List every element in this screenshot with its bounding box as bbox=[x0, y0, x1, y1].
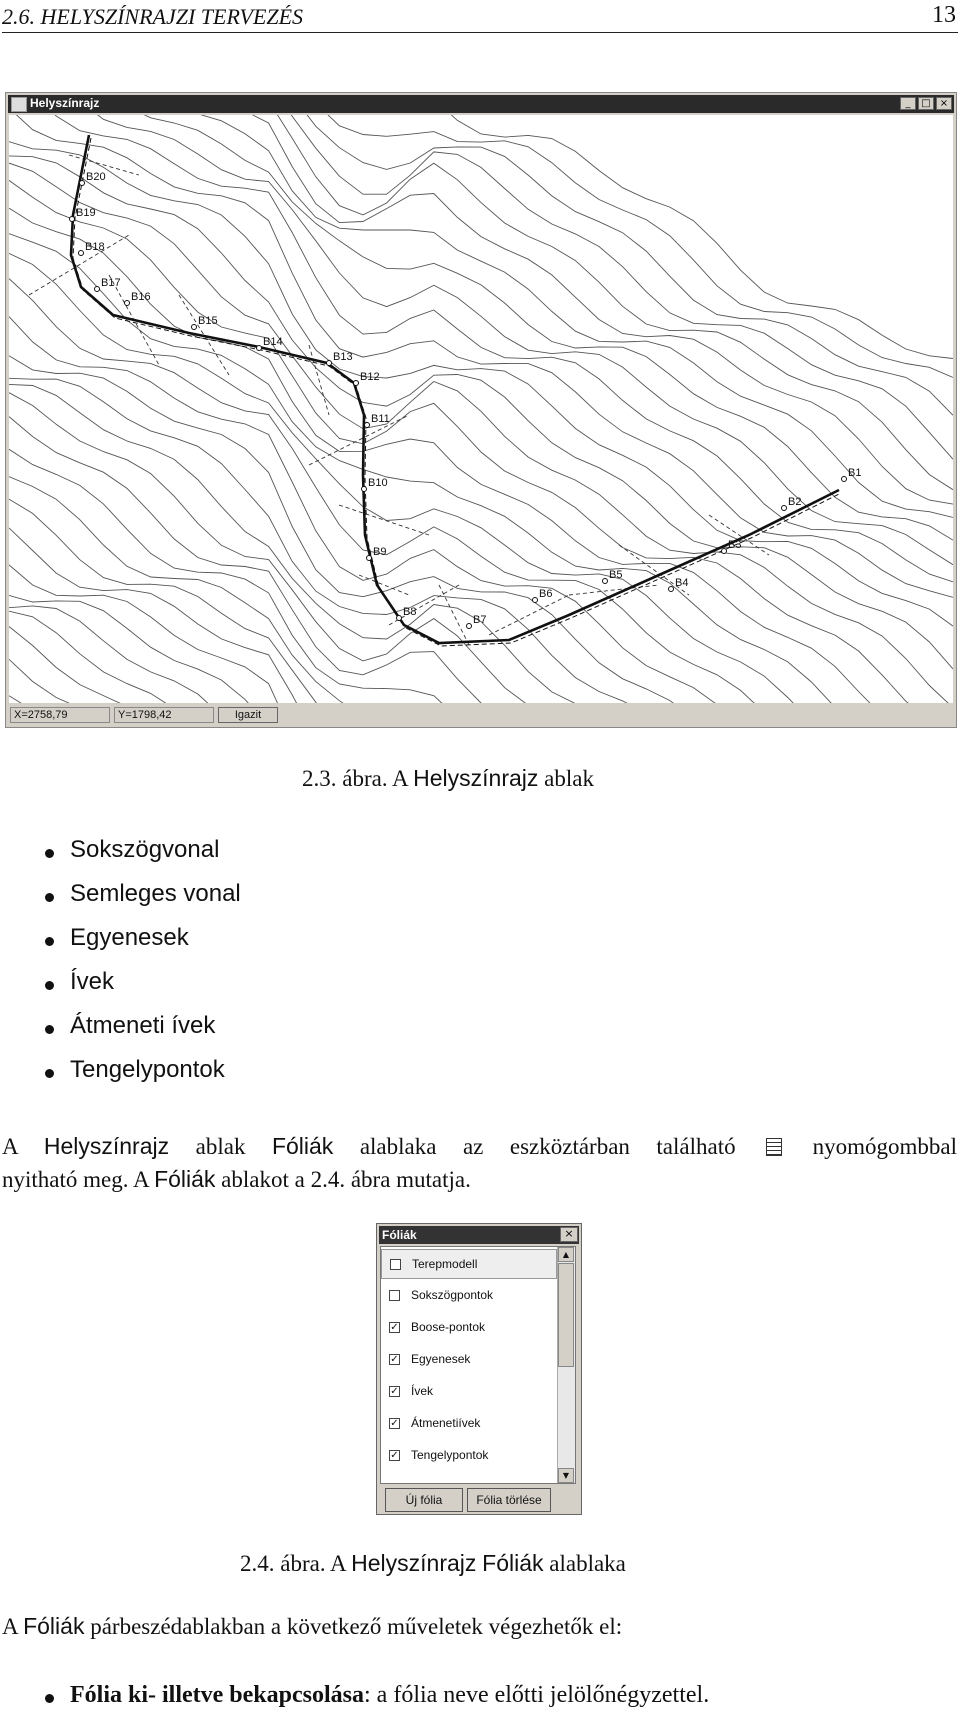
contour-line bbox=[9, 115, 953, 490]
axis-point-marker[interactable] bbox=[397, 616, 402, 621]
paragraph-operations bbox=[2, 1610, 957, 1643]
item-label: Boose-pontok bbox=[411, 1320, 486, 1334]
item-label: Egyenesek bbox=[411, 1352, 471, 1366]
axis-point-marker[interactable] bbox=[467, 624, 472, 629]
text: alablaka az eszköztárban található bbox=[333, 1134, 736, 1159]
igazit-button[interactable]: Igazit bbox=[218, 707, 278, 723]
checkbox[interactable]: ✓ bbox=[390, 1354, 399, 1365]
dialog-titlebar[interactable] bbox=[379, 1226, 579, 1244]
figure-caption-2-3 bbox=[302, 765, 594, 792]
axis-point-label: B5 bbox=[609, 569, 623, 581]
contour-line bbox=[9, 417, 953, 703]
axis-point-label: B12 bbox=[360, 371, 380, 383]
checkbox[interactable] bbox=[390, 1259, 401, 1270]
axis-point-label: B2 bbox=[788, 496, 802, 508]
paragraph-line bbox=[2, 1163, 957, 1196]
list-item: Semleges vonal bbox=[40, 880, 241, 924]
caption-app-name: Helyszínrajz bbox=[351, 1550, 477, 1576]
axis-point-marker[interactable] bbox=[80, 181, 85, 186]
road-axis bbox=[71, 135, 839, 643]
status-bar bbox=[8, 705, 954, 725]
axis-point-label: B6 bbox=[539, 588, 553, 600]
contour-line bbox=[9, 317, 953, 703]
figure-caption-2-4 bbox=[240, 1550, 626, 1577]
axis-point-marker[interactable] bbox=[782, 506, 787, 511]
scroll-thumb[interactable] bbox=[558, 1263, 574, 1367]
list-item-terepmodell[interactable] bbox=[381, 1249, 557, 1279]
axis-point-label: B19 bbox=[76, 207, 96, 219]
axis-point-label: B13 bbox=[333, 351, 353, 363]
item-label: Átmenetiívek bbox=[411, 1416, 481, 1430]
axis-point-marker[interactable] bbox=[669, 587, 674, 592]
list-scrollbar[interactable] bbox=[557, 1247, 575, 1483]
list-item-egyenesek[interactable] bbox=[381, 1345, 557, 1375]
construction-line bbox=[489, 595, 569, 635]
axis-point-label: B3 bbox=[728, 539, 742, 551]
axis-point-marker[interactable] bbox=[367, 556, 372, 561]
dialog-title: Fóliák bbox=[382, 1228, 417, 1242]
axis-point-marker[interactable] bbox=[125, 301, 130, 306]
running-header bbox=[2, 0, 958, 33]
foliak-dialog bbox=[376, 1223, 582, 1515]
checkbox[interactable]: ✓ bbox=[390, 1450, 399, 1461]
axis-point-marker[interactable] bbox=[362, 487, 367, 492]
contour-line bbox=[9, 595, 953, 703]
paragraph-line bbox=[2, 1130, 957, 1163]
axis-point-marker[interactable] bbox=[842, 477, 847, 482]
text: nyitható meg. A bbox=[2, 1167, 155, 1192]
text: ablakot a 2.4. ábra mutatja. bbox=[215, 1167, 471, 1192]
axis-point-marker[interactable] bbox=[722, 549, 727, 554]
text: nyomógombbal bbox=[786, 1134, 958, 1159]
list-item-ivek[interactable] bbox=[381, 1377, 557, 1407]
list-item: Tengelypontok bbox=[40, 1056, 241, 1100]
text: A bbox=[2, 1614, 24, 1639]
contour-line bbox=[9, 384, 953, 703]
checkbox[interactable]: ✓ bbox=[390, 1322, 399, 1333]
axis-point-label: B15 bbox=[198, 315, 218, 327]
layers-toolbar-icon bbox=[766, 1138, 782, 1156]
contour-line bbox=[9, 208, 953, 703]
text: párbeszédablakban a következő műveletek végezhetők el: bbox=[84, 1614, 623, 1639]
section-title: 2.6. HELYSZÍNRAJZI TERVEZÉS bbox=[2, 4, 304, 29]
scroll-up-icon[interactable]: ▲ bbox=[558, 1247, 574, 1262]
checkbox[interactable]: ✓ bbox=[390, 1418, 399, 1429]
foliak-term: Fóliák bbox=[271, 1133, 334, 1159]
axis-point-label: B14 bbox=[263, 336, 283, 348]
operation-title: Fólia ki- illetve bekapcsolása bbox=[70, 1682, 364, 1708]
item-label: Terepmodell bbox=[412, 1257, 478, 1271]
foliak-term: Fóliák bbox=[23, 1613, 85, 1639]
axis-point-marker[interactable] bbox=[354, 381, 359, 386]
construction-line bbox=[439, 585, 469, 645]
x-coordinate: X=2758,79 bbox=[10, 707, 110, 723]
caption-prefix: 2.4. ábra. A bbox=[240, 1551, 352, 1576]
contour-line bbox=[9, 115, 953, 597]
scroll-down-icon[interactable]: ▼ bbox=[558, 1468, 574, 1483]
caption-prefix: 2.3. ábra. A bbox=[302, 766, 414, 791]
maximize-button[interactable]: □ bbox=[918, 97, 934, 110]
contour-map[interactable] bbox=[9, 115, 953, 703]
axis-point-marker[interactable] bbox=[79, 251, 84, 256]
contour-line bbox=[9, 627, 953, 704]
axis-point-label: B11 bbox=[371, 413, 390, 425]
construction-line bbox=[569, 585, 659, 595]
contour-line bbox=[9, 115, 953, 565]
caption-suffix: ablak bbox=[538, 766, 594, 791]
foliak-term: Fóliák bbox=[154, 1166, 216, 1192]
list-item: Sokszögvonal bbox=[40, 836, 241, 880]
axis-point-label: B8 bbox=[403, 606, 417, 618]
close-button[interactable]: × bbox=[936, 97, 952, 110]
text: ablak bbox=[169, 1134, 272, 1159]
axis-point-marker[interactable] bbox=[95, 287, 100, 292]
app-name: Helyszínrajz bbox=[43, 1133, 170, 1159]
axis-point-marker[interactable] bbox=[327, 361, 332, 366]
axis-point-label: B4 bbox=[675, 577, 689, 589]
axis-point-label: B20 bbox=[86, 171, 106, 183]
caption-app-name: Helyszínrajz bbox=[413, 765, 539, 791]
contour-line bbox=[9, 279, 953, 703]
axis-point-marker[interactable] bbox=[533, 598, 538, 603]
map-canvas[interactable] bbox=[9, 115, 953, 703]
operation-list-item bbox=[40, 1682, 709, 1709]
caption-suffix: alablaka bbox=[543, 1551, 626, 1576]
page-number: 13 bbox=[932, 2, 956, 28]
helyszinrajz-window bbox=[5, 92, 957, 728]
axis-point-label: B7 bbox=[473, 614, 487, 626]
checkbox[interactable] bbox=[389, 1290, 400, 1301]
axis-point-label: B18 bbox=[85, 241, 105, 253]
item-label: Tengelypontok bbox=[411, 1448, 489, 1462]
contour-line bbox=[9, 378, 953, 703]
close-icon[interactable]: × bbox=[560, 1227, 578, 1242]
list-item-tengelypontok[interactable] bbox=[381, 1441, 557, 1471]
axis-point-label: B1 bbox=[848, 467, 862, 479]
minimize-button[interactable]: _ bbox=[900, 97, 916, 110]
contour-line bbox=[9, 115, 953, 459]
window-title: Helyszínrajz bbox=[30, 96, 100, 110]
axis-point-marker[interactable] bbox=[257, 346, 262, 351]
text: A bbox=[2, 1134, 44, 1159]
axis-point-label: B17 bbox=[101, 277, 121, 289]
item-label: Sokszögpontok bbox=[411, 1288, 494, 1302]
layer-list[interactable] bbox=[380, 1246, 576, 1484]
contour-line bbox=[9, 696, 953, 703]
axis-point-marker[interactable] bbox=[365, 423, 370, 428]
list-item-boose-pontok[interactable] bbox=[381, 1313, 557, 1343]
caption-foliak-term: Fóliák bbox=[482, 1550, 544, 1576]
item-label: Ívek bbox=[411, 1384, 434, 1398]
list-item: Átmeneti ívek bbox=[40, 1012, 241, 1056]
y-coordinate: Y=1798,42 bbox=[114, 707, 214, 723]
axis-point-label: B16 bbox=[131, 291, 151, 303]
checkbox[interactable]: ✓ bbox=[390, 1386, 399, 1397]
axis-point-label: B10 bbox=[368, 477, 388, 489]
contour-line bbox=[9, 659, 953, 703]
contour-line bbox=[9, 115, 953, 415]
app-icon bbox=[11, 97, 27, 112]
list-item: Ívek bbox=[40, 968, 241, 1012]
list-item-sokszogpontok[interactable] bbox=[381, 1281, 557, 1311]
axis-point-marker[interactable] bbox=[192, 325, 197, 330]
list-item: Egyenesek bbox=[40, 924, 241, 968]
paragraph-foliak-intro bbox=[2, 1130, 957, 1196]
polygon-line bbox=[73, 138, 841, 646]
construction-line bbox=[309, 345, 329, 415]
list-item-atmenetiivek[interactable] bbox=[381, 1409, 557, 1439]
feature-list bbox=[40, 836, 241, 1100]
contour-line bbox=[9, 115, 953, 540]
axis-point-marker[interactable] bbox=[70, 217, 75, 222]
contour-line bbox=[9, 115, 953, 582]
operation-description: : a fólia neve előtti jelölőnégyzettel. bbox=[364, 1682, 710, 1708]
window-titlebar[interactable] bbox=[8, 95, 954, 113]
construction-line bbox=[339, 505, 429, 535]
axis-point-marker[interactable] bbox=[603, 579, 608, 584]
axis-point-label: B9 bbox=[373, 546, 387, 558]
new-layer-button[interactable]: Új fólia bbox=[385, 1488, 463, 1512]
contour-line bbox=[9, 253, 953, 703]
delete-layer-button[interactable]: Fólia törlése bbox=[467, 1488, 551, 1512]
contour-line bbox=[9, 449, 953, 703]
